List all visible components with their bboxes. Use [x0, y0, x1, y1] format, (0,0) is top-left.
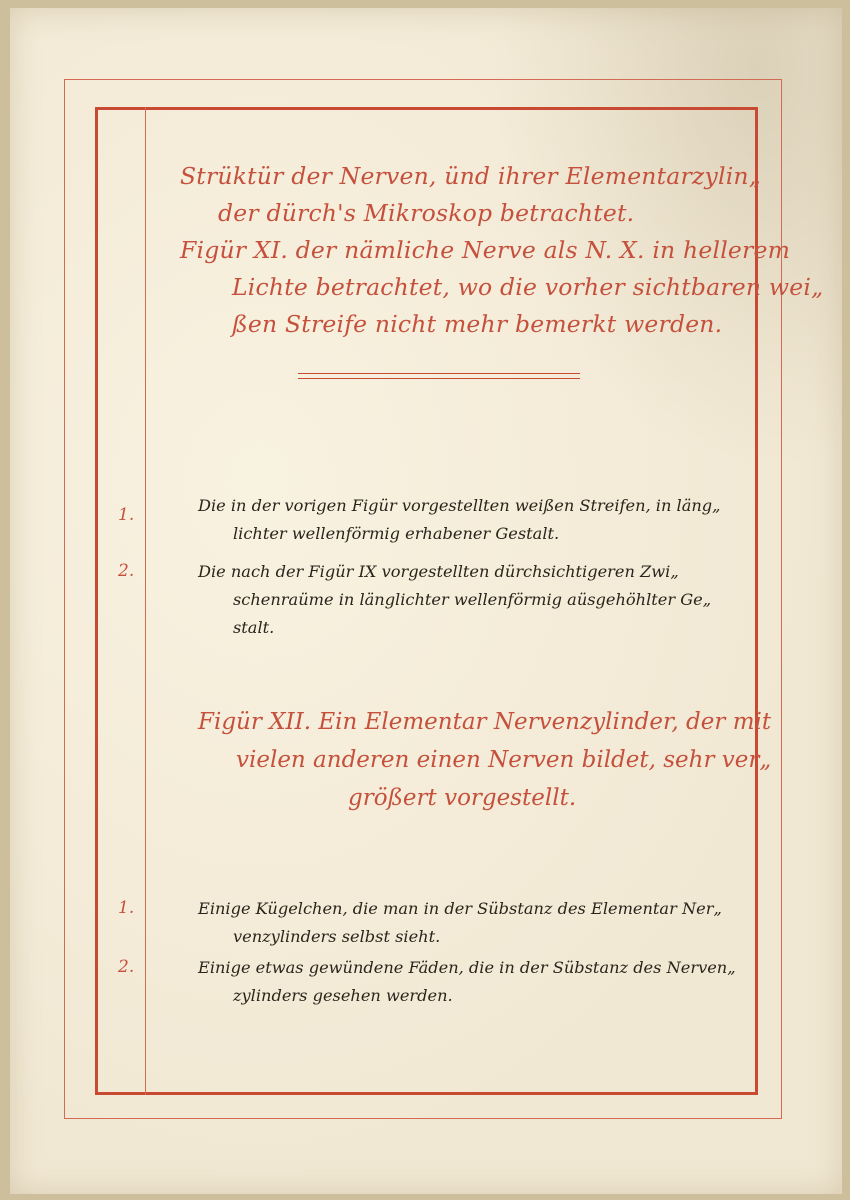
- title-line: Figür XI. der nämliche Nerve als N. X. in hellerem: [180, 236, 791, 264]
- title-line: der dürch's Mikroskop betrachtet.: [218, 199, 635, 227]
- divider-rule-top: [298, 373, 580, 374]
- item-number: 2.: [118, 957, 135, 977]
- item-line: schenraüme in länglichter wellenförmig aüsgehöhlter Ge„: [233, 590, 712, 609]
- list-item: [198, 492, 758, 548]
- margin-rule: [145, 107, 146, 1095]
- item-line: lichter wellenförmig erhabener Gestalt.: [233, 524, 560, 543]
- figure-caption: [198, 703, 772, 817]
- item-line: Die in der vorigen Figür vorgestellten weißen Streifen, in läng„: [198, 496, 721, 515]
- caption-line: vielen anderen einen Nerven bildet, sehr ver„: [236, 747, 772, 773]
- item-line: Die nach der Figür IX vorgestellten dürchsichtigeren Zwi„: [198, 562, 679, 581]
- item-line: Einige Kügelchen, die man in der Sübstanz des Elementar Ner„: [198, 899, 722, 918]
- item-number: 1.: [118, 505, 135, 525]
- item-line: zylinders gesehen werden.: [233, 986, 453, 1005]
- item-line: Einige etwas gewündene Fäden, die in der Sübstanz des Nerven„: [198, 958, 736, 977]
- title-line: Strüktür der Nerven, ünd ihrer Elementarzylin„: [180, 162, 762, 190]
- caption-line: Figür XII. Ein Elementar Nervenzylinder, der mit: [198, 709, 772, 735]
- title-line: ßen Streife nicht mehr bemerkt werden.: [232, 310, 723, 338]
- list-item: [198, 895, 758, 951]
- title-block: [180, 158, 824, 343]
- caption-line: größert vorgestellt.: [348, 785, 577, 811]
- list-item: [198, 558, 758, 642]
- divider-rule-bottom: [298, 378, 580, 379]
- item-number: 1.: [118, 898, 135, 918]
- item-line: venzylinders selbst sieht.: [233, 927, 441, 946]
- item-line: stalt.: [233, 618, 275, 637]
- list-item: [198, 954, 758, 1010]
- title-line: Lichte betrachtet, wo die vorher sichtbaren wei„: [232, 273, 824, 301]
- item-number: 2.: [118, 561, 135, 581]
